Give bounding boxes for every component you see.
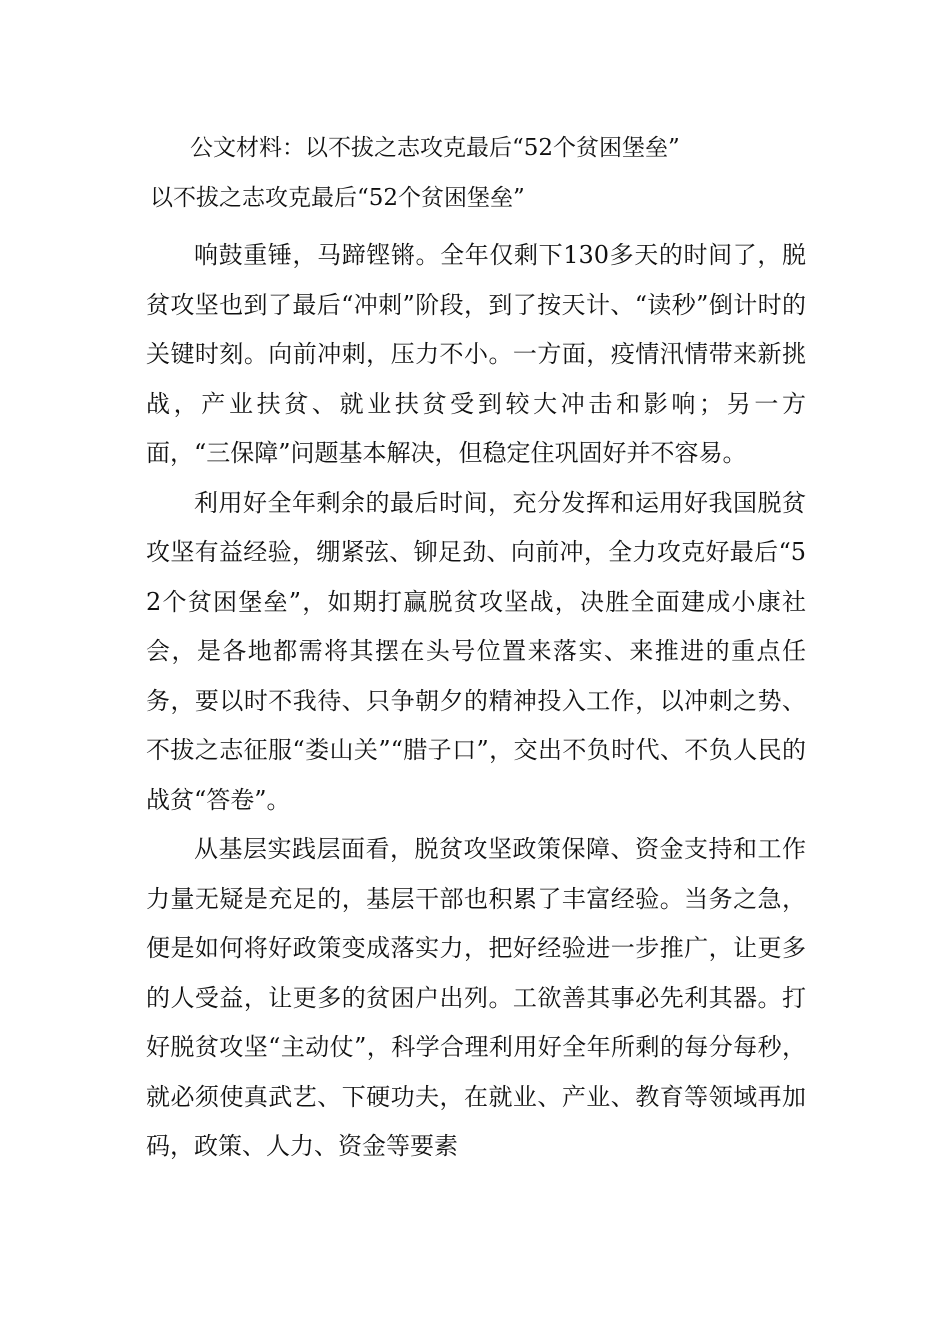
document-title: 公文材料：以不拔之志攻克最后“52个贫困堡垒”: [190, 135, 680, 161]
paragraph-2: 利用好全年剩余的最后时间，充分发挥和运用好我国脱贫攻坚有益经验，绷紧弦、铆足劲、向前冲，全力攻克好最后“52个贫困堡垒”，如期打赢脱贫攻坚战，决胜全面建成小康社会，是各地都需将其摆在头号位置来落实、来推进的重点任务，要以时不我待、只争朝夕的精神投入工作，以冲刺之势、不拔之志征服“娄山关”“腊子口”，交出不负时代、不负人民的战贫“答卷”。: [146, 488, 806, 814]
document-body: [146, 231, 806, 1172]
paragraph-1: 响鼓重锤，马蹄铿锵。全年仅剩下130多天的时间了，脱贫攻坚也到了最后“冲刺”阶段，到了按天计、“读秒”倒计时的关键时刻。向前冲刺，压力不小。一方面，疫情汛情带来新挑战，产业扶贫、就业扶贫受到较大冲击和影响；另一方面，“三保障”问题基本解决，但稳定住巩固好并不容易。: [146, 241, 806, 467]
document-subtitle: 以不拔之志攻克最后“52个贫困堡垒”: [150, 185, 525, 211]
paragraph-3: 从基层实践层面看，脱贫攻坚政策保障、资金支持和工作力量无疑是充足的，基层干部也积累了丰富经验。当务之急，便是如何将好政策变成落实力，把好经验进一步推广，让更多的人受益，让更多的贫困户出列。工欲善其事必先利其器。打好脱贫攻坚“主动仗”，科学合理利用好全年所剩的每分每秒，就必须使真武艺、下硬功夫，在就业、产业、教育等领域再加码，政策、人力、资金等要素: [146, 835, 806, 1160]
